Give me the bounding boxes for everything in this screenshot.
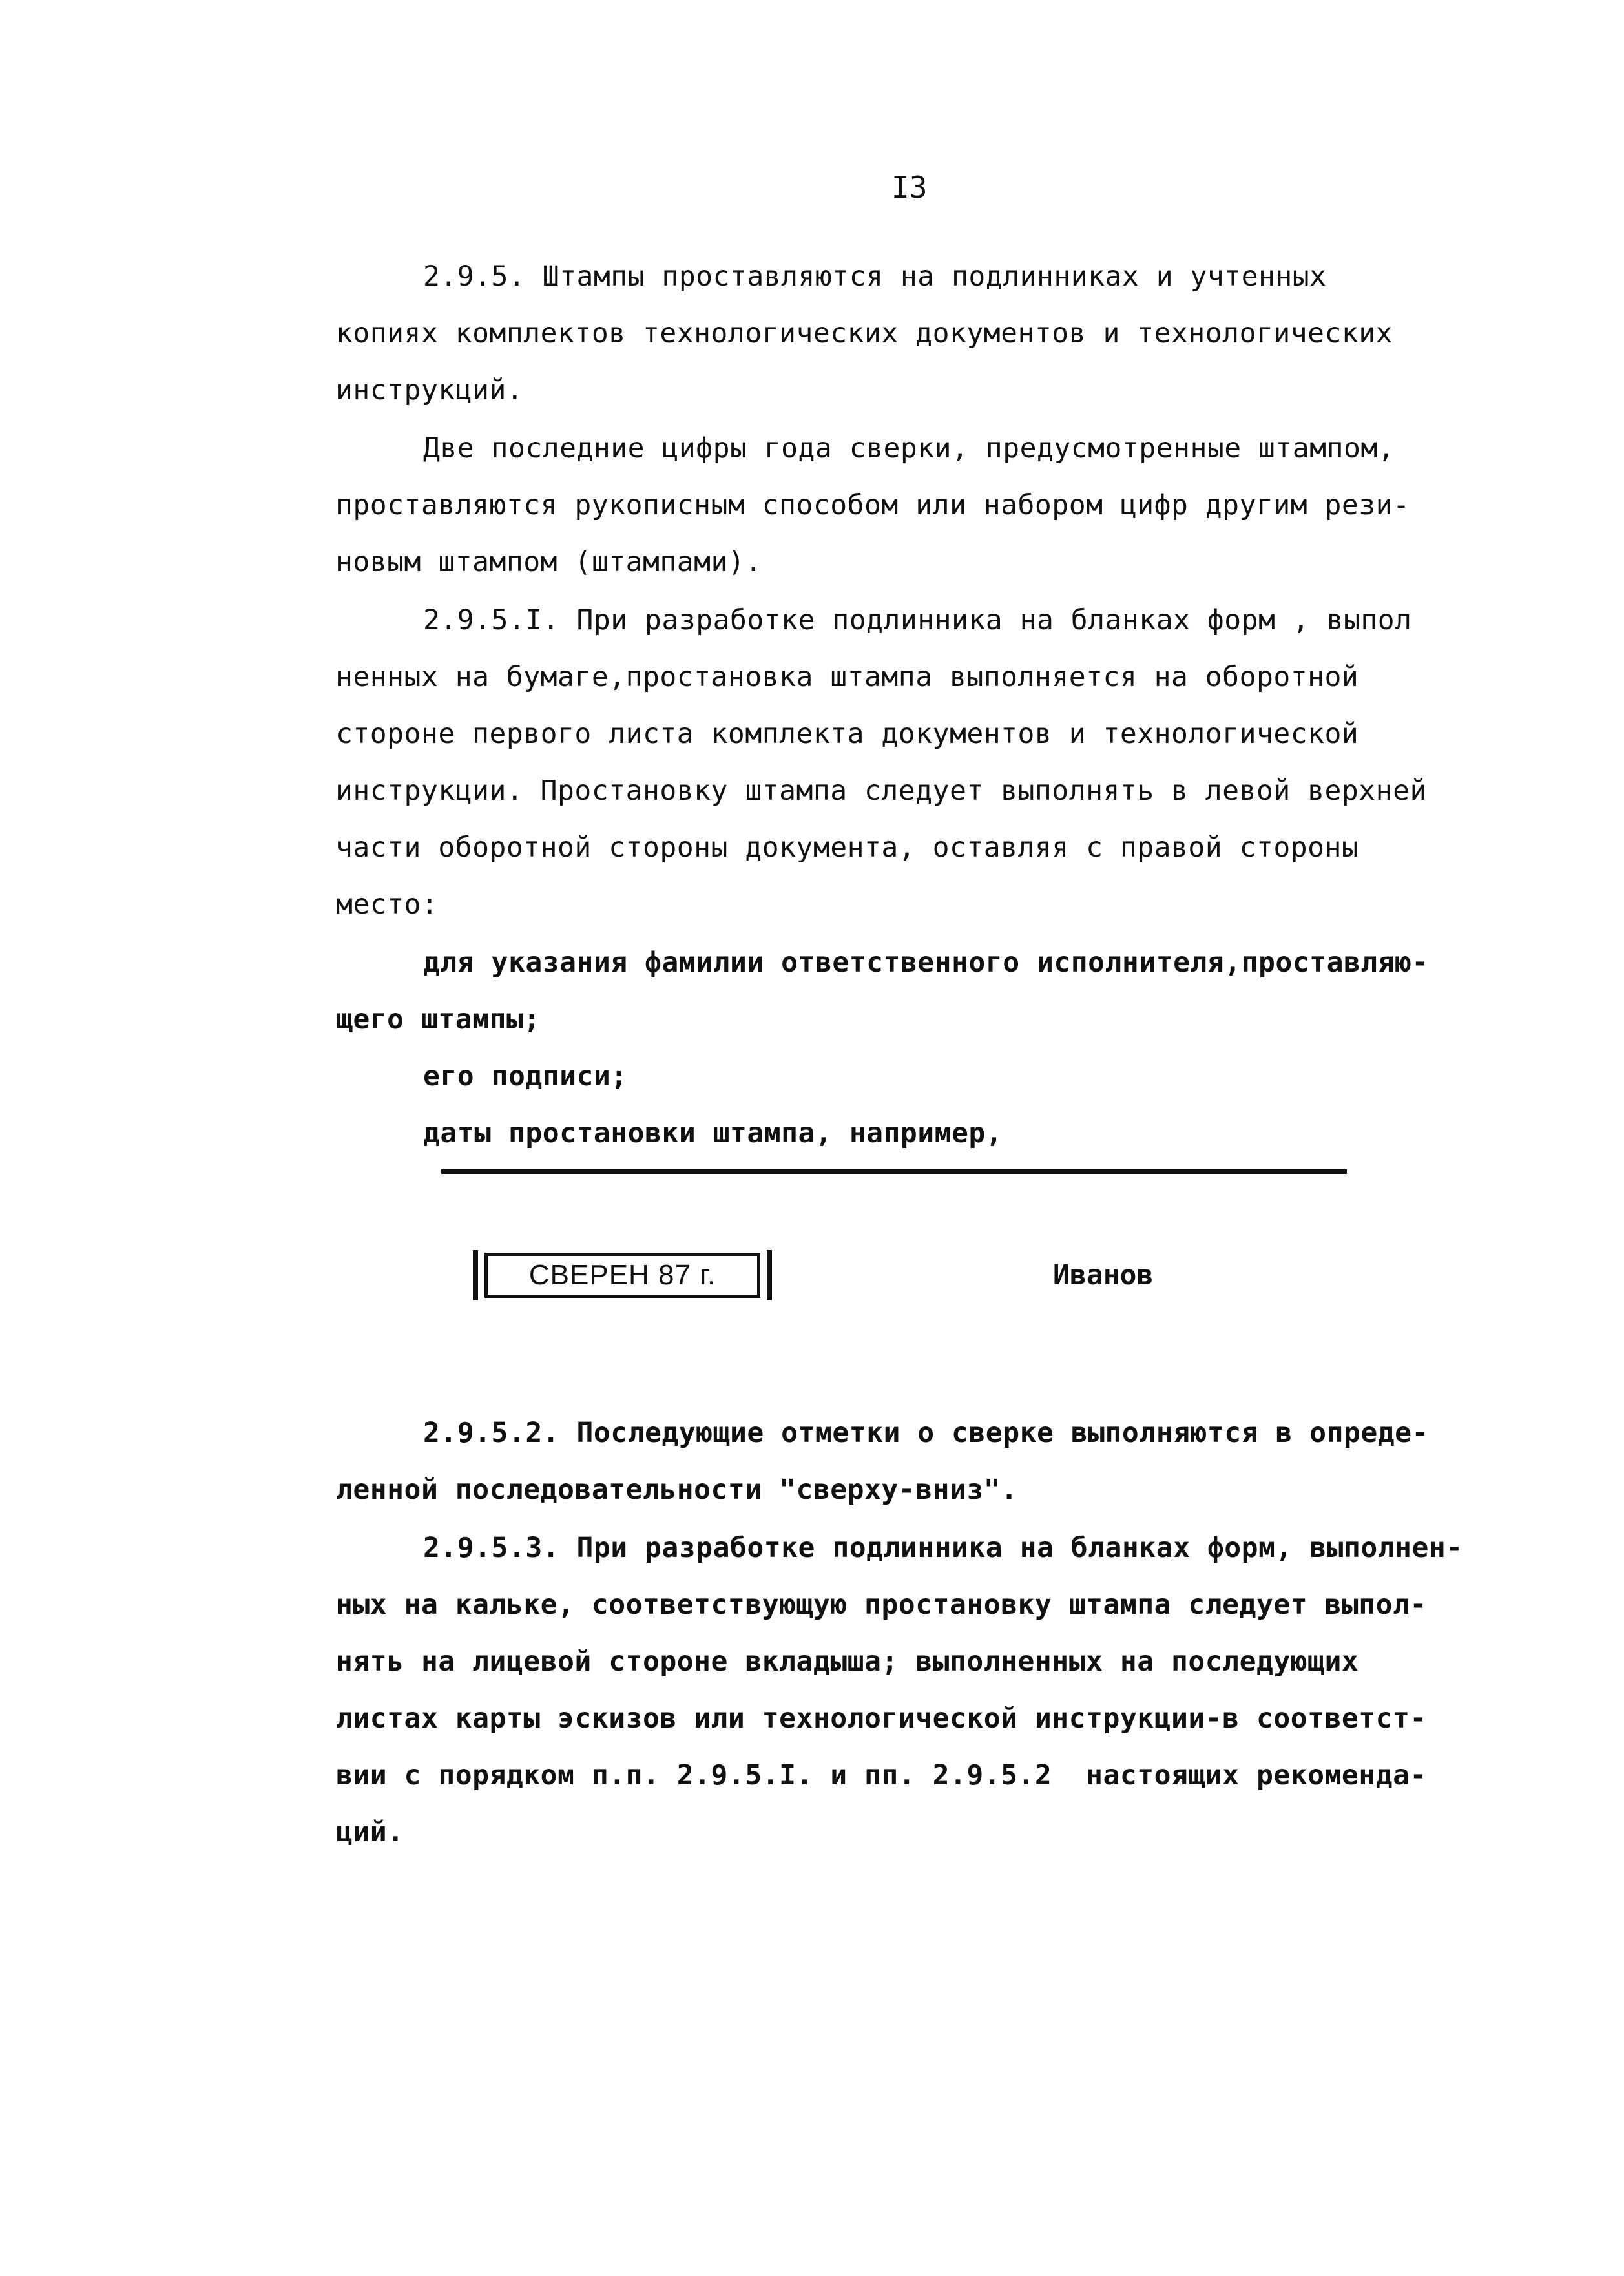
paragraph-1-line-3: инструкций.	[336, 374, 524, 406]
page-number: I3	[891, 170, 928, 205]
paragraph-3-line-5: части оборотной стороны документа, оставляя с правой стороны	[336, 831, 1359, 864]
paragraph-3-line-6: место:	[336, 888, 439, 921]
signatory-name: Иванов	[1053, 1259, 1154, 1291]
paragraph-5-line-2: ных на кальке, соответствующую простановку штампа следует выпол-	[336, 1589, 1427, 1621]
paragraph-5-line-1: 2.9.5.3. При разработке подлинника на бланках форм, выполнен-	[423, 1532, 1463, 1564]
paragraph-3-line-2: ненных на бумаге,простановка штампа выполняется на оборотной	[336, 661, 1359, 693]
paragraph-5-line-3: нять на лицевой стороне вкладыша; выполненных на последующих	[336, 1645, 1359, 1678]
paragraph-5-line-4: листах карты эскизов или технологической инструкции-в соответст-	[336, 1702, 1427, 1735]
paragraph-3-line-4: инструкции. Простановку штампа следует выполнять в левой верхней	[336, 775, 1427, 807]
paragraph-3-line-1: 2.9.5.I. При разработке подлинника на бланках форм , выпол	[423, 604, 1412, 636]
list-item-2: его подписи;	[423, 1060, 628, 1092]
paragraph-4-line-1: 2.9.5.2. Последующие отметки о сверке выполняются в опреде-	[423, 1417, 1429, 1449]
paragraph-3-line-3: стороне первого листа комплекта документов и технологической	[336, 718, 1359, 750]
paragraph-5-line-5: вии с порядком п.п. 2.9.5.I. и пп. 2.9.5.2 настоящих рекоменда-	[336, 1759, 1427, 1791]
paragraph-1-line-1: 2.9.5. Штампы проставляются на подлинниках и учтенных	[423, 260, 1327, 293]
paragraph-4-line-2: ленной последовательности "сверху-вниз".	[336, 1474, 1018, 1506]
list-item-1-line-2: щего штампы;	[336, 1003, 541, 1036]
paragraph-5-line-6: ций.	[336, 1816, 404, 1848]
paragraph-2-line-1: Две последние цифры года сверки, предусмотренные штампом,	[423, 432, 1395, 465]
paragraph-2-line-2: проставляются рукописным способом или набором цифр другим рези-	[336, 489, 1410, 521]
stamp-example	[473, 1250, 772, 1300]
paragraph-1-line-2: копиях комплектов технологических документов и технологических	[336, 317, 1393, 350]
list-item-3: даты простановки штампа, например,	[423, 1117, 1003, 1149]
paragraph-2-line-3: новым штампом (штампами).	[336, 546, 762, 578]
stamp-text: СВЕРЕН 87 г.	[484, 1253, 760, 1298]
list-item-1-line-1: для указания фамилии ответственного исполнителя,проставляю-	[423, 946, 1429, 979]
horizontal-rule	[441, 1169, 1347, 1174]
